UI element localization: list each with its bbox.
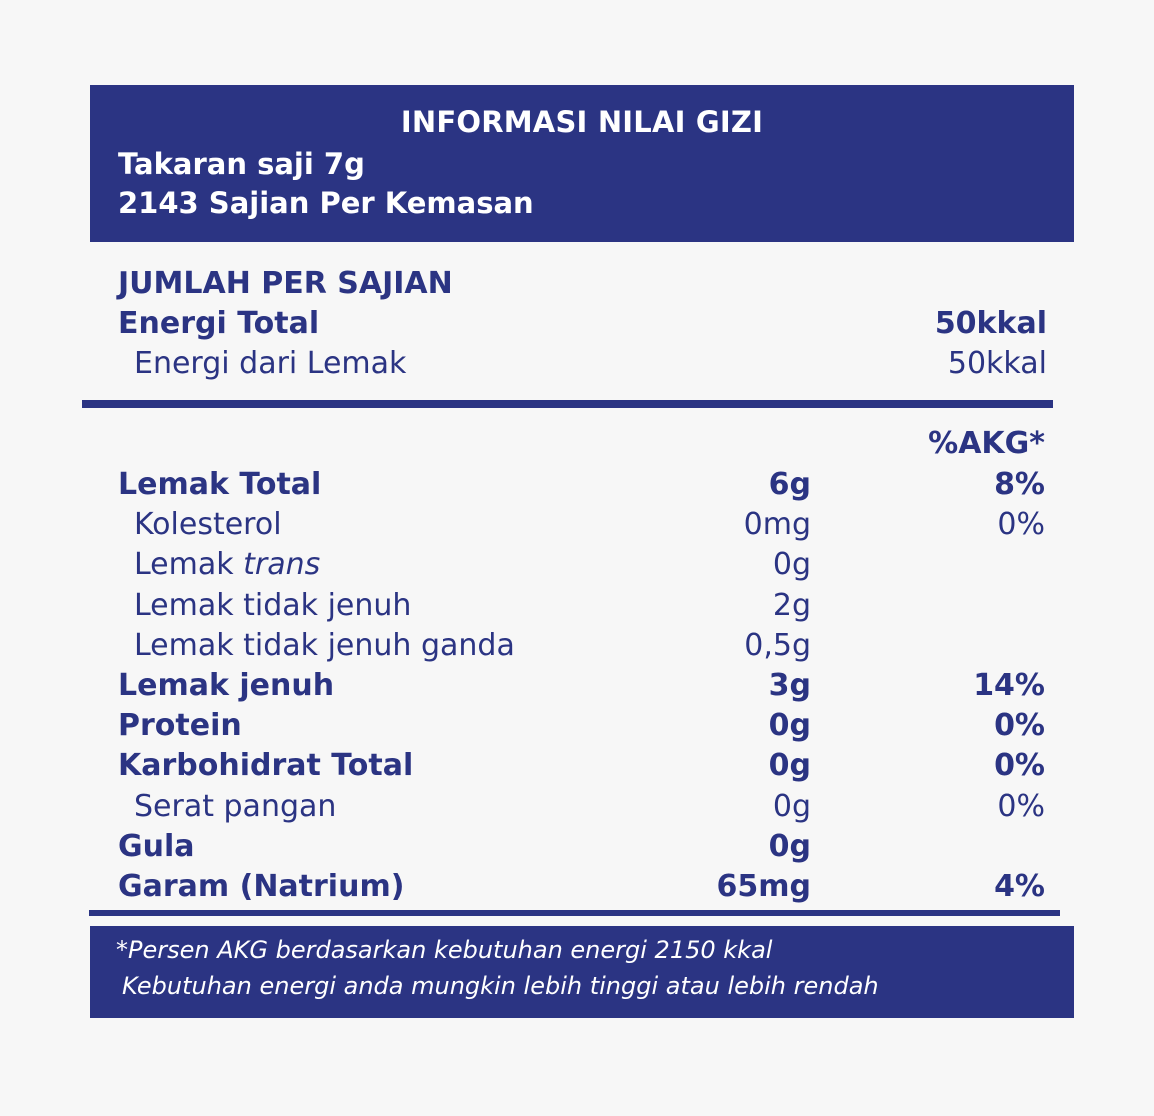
nutrient-amount-protein: 0g bbox=[768, 708, 811, 743]
nutrient-amount-lemak-tidak-jenuh-ganda: 0,5g bbox=[744, 628, 811, 663]
nutrient-label-lemak-trans bbox=[134, 545, 320, 585]
footnote-energy-needs: Kebutuhan energi anda mungkin lebih tinggi atau lebih rendah bbox=[122, 972, 879, 1000]
nutrient-akg-lemak-jenuh: 14% bbox=[973, 668, 1045, 703]
serving-size: Takaran saji 7g bbox=[118, 147, 365, 181]
nutrient-amount-lemak-trans: 0g bbox=[772, 547, 811, 582]
nutrient-amount-gula: 0g bbox=[768, 829, 811, 864]
nutrient-label-karbohidrat-total: Karbohidrat Total bbox=[118, 748, 414, 783]
energy-fat-label: Energi dari Lemak bbox=[134, 346, 407, 381]
nutrient-amount-lemak-total: 6g bbox=[768, 467, 811, 502]
nutrient-label-protein: Protein bbox=[118, 708, 242, 743]
nutrient-label-garam-natrium: Garam (Natrium) bbox=[118, 869, 405, 904]
nutrient-akg-kolesterol: 0% bbox=[997, 507, 1045, 542]
nutrient-akg-garam-natrium: 4% bbox=[994, 869, 1045, 904]
nutrient-label-serat-pangan: Serat pangan bbox=[134, 789, 337, 824]
nutrient-amount-serat-pangan: 0g bbox=[772, 789, 811, 824]
divider-bottom bbox=[89, 910, 1060, 916]
energy-total-value: 50kkal bbox=[934, 306, 1047, 341]
nutrient-akg-serat-pangan: 0% bbox=[997, 789, 1045, 824]
nutrient-amount-karbohidrat-total: 0g bbox=[768, 748, 811, 783]
nutrient-amount-lemak-tidak-jenuh: 2g bbox=[772, 588, 811, 623]
nutrient-label-lemak-tidak-jenuh-ganda: Lemak tidak jenuh ganda bbox=[134, 628, 515, 663]
footnote-akg-basis: *Persen AKG berdasarkan kebutuhan energi 2150 kkal bbox=[116, 936, 773, 964]
nutrient-label-lemak-trans-prefix: Lemak bbox=[134, 547, 244, 582]
nutrient-label-gula: Gula bbox=[118, 829, 195, 864]
nutrient-label-lemak-total: Lemak Total bbox=[118, 467, 322, 502]
nutrient-label-lemak-trans-italic: trans bbox=[243, 547, 321, 582]
footnote-box bbox=[90, 926, 1074, 1018]
nutrient-amount-garam-natrium: 65mg bbox=[716, 869, 811, 904]
nutrient-label-lemak-jenuh: Lemak jenuh bbox=[118, 668, 335, 703]
nutrient-label-kolesterol: Kolesterol bbox=[134, 507, 282, 542]
nutrient-amount-kolesterol: 0mg bbox=[743, 507, 811, 542]
nutrient-akg-karbohidrat-total: 0% bbox=[994, 748, 1045, 783]
nutrient-akg-protein: 0% bbox=[994, 708, 1045, 743]
nutrition-header bbox=[90, 85, 1074, 242]
divider-top bbox=[82, 400, 1053, 408]
nutrient-amount-lemak-jenuh: 3g bbox=[768, 668, 811, 703]
energy-total-label: Energi Total bbox=[118, 306, 320, 341]
nutrient-akg-lemak-total: 8% bbox=[994, 467, 1045, 502]
nutrient-label-lemak-tidak-jenuh: Lemak tidak jenuh bbox=[134, 588, 412, 623]
per-serving-heading: JUMLAH PER SAJIAN bbox=[118, 266, 453, 301]
energy-fat-value: 50kkal bbox=[947, 346, 1047, 381]
servings-per-package: 2143 Sajian Per Kemasan bbox=[118, 186, 534, 220]
label-title: INFORMASI NILAI GIZI bbox=[400, 105, 764, 139]
akg-column-header: %AKG* bbox=[928, 426, 1045, 461]
